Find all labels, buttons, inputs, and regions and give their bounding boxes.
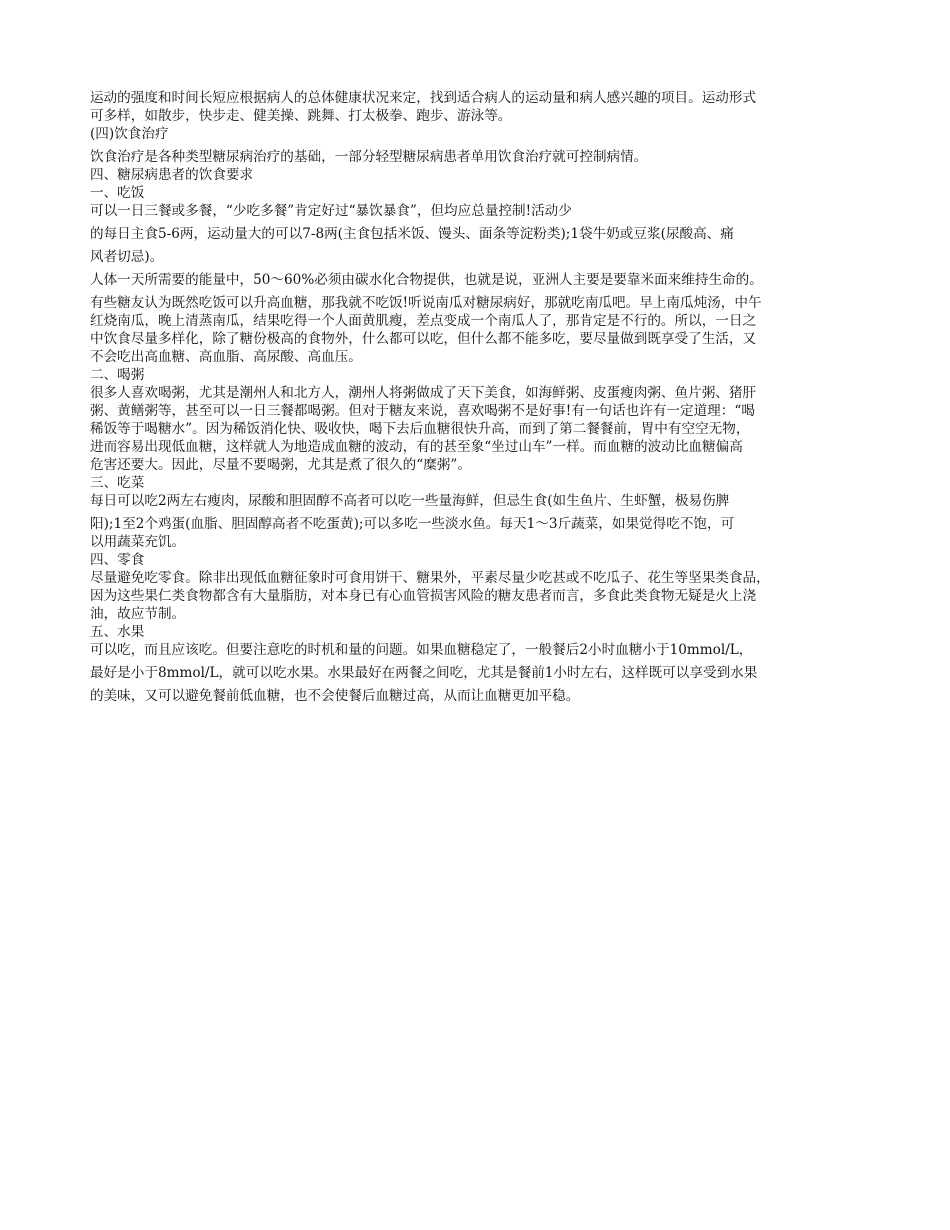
text-line: 不会吃出高血糖、高血脂、高尿酸、高血压。 [90, 349, 362, 365]
text-line: 红烧南瓜，晚上清蒸南瓜，结果吃得一个人面黄肌瘦，差点变成一个南瓜人了，那肯定是不行的。所以，一日之 [90, 313, 757, 329]
text-line: 因为这些果仁类食物都含有大量脂肪，对本身已有心血管损害风险的糖友患者而言，多食此类食物无疑是火上浇 [90, 588, 757, 604]
text-line: 最好是小于8mmol/L，就可以吃水果。水果最好在两餐之间吃，尤其是餐前1小时左右，这样既可以享受到水果 [90, 665, 758, 681]
text-line: 人体一天所需要的能量中，50～60%必须由碳水化合物提供，也就是说，亚洲人主要是要靠米面来维持生命的。 [90, 272, 763, 288]
section-heading: 四、糖尿病患者的饮食要求 [90, 167, 254, 183]
text-line: 粥、黄鳝粥等，甚至可以一日三餐都喝粥。但对于糖友来说，喜欢喝粥不是好事!有一句话也许有一定道理：“喝 [90, 403, 755, 419]
text-line: 有些糖友认为既然吃饭可以升高血糖，那我就不吃饭!听说南瓜对糖尿病好，那就吃南瓜吧。早上南瓜炖汤，中午 [90, 295, 762, 311]
text-line: 的美味，又可以避免餐前低血糖，也不会使餐后血糖过高，从而让血糖更加平稳。 [90, 688, 580, 704]
text-line: 风者切忌)。 [90, 249, 164, 265]
section-heading: 四、零食 [90, 552, 145, 568]
text-line: 可多样，如散步，快步走、健美操、跳舞、打太极拳、跑步、游泳等。 [90, 108, 512, 124]
text-line: 阳);1至2个鸡蛋(血脂、胆固醇高者不吃蛋黄);可以多吃一些淡水鱼。每天1～3斤蔬菜，如果觉得吃不饱，可 [90, 516, 735, 532]
section-heading: 五、水果 [90, 624, 145, 640]
section-heading: 二、喝粥 [90, 367, 145, 383]
text-line: 运动的强度和时间长短应根据病人的总体健康状况来定，找到适合病人的运动量和病人感兴趣的项目。运动形式 [90, 90, 757, 106]
text-line: 中饮食尽量多样化，除了糖份极高的食物外，什么都可以吃，但什么都不能多吃，要尽量做到既享受了生活，又 [90, 331, 757, 347]
text-line: 每日可以吃2两左右瘦肉，尿酸和胆固醇不高者可以吃一些量海鲜，但忌生食(如生鱼片、生虾蟹，极易伤脾 [90, 493, 730, 509]
text-line: 可以吃，而且应该吃。但要注意吃的时机和量的问题。如果血糖稳定了，一般餐后2小时血糖小于10mmol/L， [90, 642, 753, 658]
document-body [90, 89, 862, 705]
text-line: 很多人喜欢喝粥，尤其是潮州人和北方人，潮州人将粥做成了天下美食，如海鲜粥、皮蛋瘦肉粥、鱼片粥、猪肝 [90, 385, 757, 401]
section-heading: (四)饮食治疗 [90, 126, 169, 142]
text-line: 稀饭等于喝糖水”。因为稀饭消化快、吸收快，喝下去后血糖很快升高，而到了第二餐餐前，胃中有空空无物， [90, 421, 750, 437]
text-line: 进而容易出现低血糖，这样就人为地造成血糖的波动，有的甚至象“坐过山车”一样。而血糖的波动比血糖偏高 [90, 439, 743, 455]
text-line: 饮食治疗是各种类型糖尿病治疗的基础，一部分轻型糖尿病患者单用饮食治疗就可控制病情。 [90, 149, 648, 165]
text-line: 可以一日三餐或多餐，“少吃多餐”肯定好过“暴饮暴食”，但均应总量控制!活动少 [90, 203, 572, 219]
section-heading: 一、吃饭 [90, 185, 145, 201]
text-line: 尽量避免吃零食。除非出现低血糖征象时可食用饼干、糖果外，平素尽量少吃甚或不吃瓜子、花生等坚果类食品， [90, 570, 770, 586]
text-line: 危害还要大。因此，尽量不要喝粥，尤其是煮了很久的“糜粥”。 [90, 457, 471, 473]
text-line: 以用蔬菜充饥。 [90, 534, 186, 550]
text-line: 油，故应节制。 [90, 606, 186, 622]
section-heading: 三、吃菜 [90, 475, 145, 491]
text-line: 的每日主食5-6两，运动量大的可以7-8两(主食包括米饭、馒头、面条等淀粉类);1袋牛奶或豆浆(尿酸高、痛 [90, 226, 734, 242]
